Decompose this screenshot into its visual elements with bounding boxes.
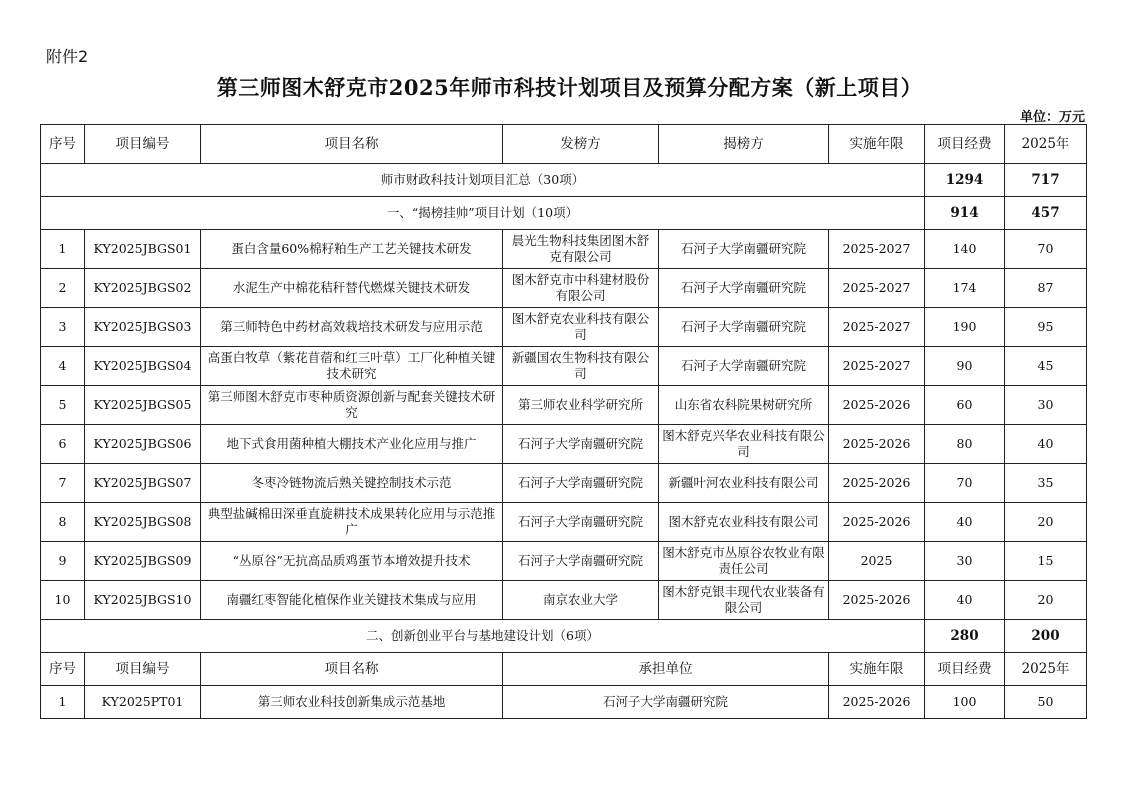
section2-row xyxy=(41,620,1087,653)
cell-funding: 40 xyxy=(925,581,1005,620)
cell-issuer: 石河子大学南疆研究院 xyxy=(503,464,659,503)
header-seq: 序号 xyxy=(41,125,85,164)
cell-solver: 图木舒克银丰现代农业装备有限公司 xyxy=(659,581,829,620)
cell-name: 冬枣冷链物流后熟关键控制技术示范 xyxy=(201,464,503,503)
cell-period: 2025-2026 xyxy=(829,425,925,464)
header-period: 实施年限 xyxy=(829,125,925,164)
cell-seq: 1 xyxy=(41,230,85,269)
header2-unit: 承担单位 xyxy=(503,653,829,686)
cell-period: 2025-2026 xyxy=(829,386,925,425)
cell-name: “丛原谷”无抗高品质鸡蛋节本增效提升技术 xyxy=(201,542,503,581)
cell-solver: 石河子大学南疆研究院 xyxy=(659,230,829,269)
cell-period: 2025-2027 xyxy=(829,308,925,347)
section1-funding: 914 xyxy=(925,197,1005,230)
header2-year: 2025年 xyxy=(1005,653,1087,686)
cell-code: KY2025JBGS03 xyxy=(85,308,201,347)
cell-year: 50 xyxy=(1005,686,1087,719)
total-row xyxy=(41,164,1087,197)
table-row xyxy=(41,425,1087,464)
header-year: 2025年 xyxy=(1005,125,1087,164)
cell-code: KY2025JBGS08 xyxy=(85,503,201,542)
cell-issuer: 晨光生物科技集团图木舒克有限公司 xyxy=(503,230,659,269)
cell-name: 第三师特色中药材高效栽培技术研发与应用示范 xyxy=(201,308,503,347)
cell-seq: 4 xyxy=(41,347,85,386)
cell-seq: 3 xyxy=(41,308,85,347)
table-row xyxy=(41,542,1087,581)
header-issuer: 发榜方 xyxy=(503,125,659,164)
table-row xyxy=(41,686,1087,719)
cell-funding: 60 xyxy=(925,386,1005,425)
document-title: 第三师图木舒克市2025年师市科技计划项目及预算分配方案（新上项目） xyxy=(216,75,923,100)
cell-year: 35 xyxy=(1005,464,1087,503)
cell-funding: 80 xyxy=(925,425,1005,464)
section2-funding: 280 xyxy=(925,620,1005,653)
cell-period: 2025-2026 xyxy=(829,581,925,620)
cell-year: 87 xyxy=(1005,269,1087,308)
header2-name: 项目名称 xyxy=(201,653,503,686)
cell-code: KY2025JBGS09 xyxy=(85,542,201,581)
cell-issuer: 第三师农业科学研究所 xyxy=(503,386,659,425)
cell-year: 40 xyxy=(1005,425,1087,464)
cell-funding: 100 xyxy=(925,686,1005,719)
header-solver: 揭榜方 xyxy=(659,125,829,164)
cell-name: 地下式食用菌种植大棚技术产业化应用与推广 xyxy=(201,425,503,464)
table-row xyxy=(41,503,1087,542)
cell-code: KY2025PT01 xyxy=(85,686,201,719)
cell-code: KY2025JBGS05 xyxy=(85,386,201,425)
table-row xyxy=(41,464,1087,503)
cell-funding: 70 xyxy=(925,464,1005,503)
section2-year: 200 xyxy=(1005,620,1087,653)
cell-seq: 8 xyxy=(41,503,85,542)
cell-solver: 石河子大学南疆研究院 xyxy=(659,308,829,347)
cell-name: 水泥生产中棉花秸秆替代燃煤关键技术研发 xyxy=(201,269,503,308)
project-rows xyxy=(41,230,1087,620)
table-header2-row xyxy=(41,653,1087,686)
cell-solver: 山东省农科院果树研究所 xyxy=(659,386,829,425)
section2-label: 二、创新创业平台与基地建设计划（6项） xyxy=(41,620,925,653)
table-row xyxy=(41,230,1087,269)
cell-issuer: 图木舒克市中科建材股份有限公司 xyxy=(503,269,659,308)
total-funding: 1294 xyxy=(925,164,1005,197)
cell-seq: 7 xyxy=(41,464,85,503)
table-row xyxy=(41,308,1087,347)
cell-period: 2025-2027 xyxy=(829,230,925,269)
cell-funding: 140 xyxy=(925,230,1005,269)
cell-issuer: 石河子大学南疆研究院 xyxy=(503,425,659,464)
cell-solver: 图木舒克农业科技有限公司 xyxy=(659,503,829,542)
cell-seq: 6 xyxy=(41,425,85,464)
cell-issuer: 南京农业大学 xyxy=(503,581,659,620)
total-year: 717 xyxy=(1005,164,1087,197)
cell-seq: 5 xyxy=(41,386,85,425)
cell-year: 20 xyxy=(1005,581,1087,620)
cell-year: 45 xyxy=(1005,347,1087,386)
cell-name: 高蛋白牧草（紫花苜蓿和红三叶草）工厂化种植关键技术研究 xyxy=(201,347,503,386)
cell-funding: 90 xyxy=(925,347,1005,386)
cell-solver: 图木舒克市丛原谷农牧业有限责任公司 xyxy=(659,542,829,581)
cell-code: KY2025JBGS07 xyxy=(85,464,201,503)
table-row xyxy=(41,581,1087,620)
section1-label: 一、“揭榜挂帅”项目计划（10项） xyxy=(41,197,925,230)
table-row xyxy=(41,269,1087,308)
cell-issuer: 石河子大学南疆研究院 xyxy=(503,503,659,542)
cell-issuer: 石河子大学南疆研究院 xyxy=(503,542,659,581)
cell-name: 典型盐碱棉田深垂直旋耕技术成果转化应用与示范推广 xyxy=(201,503,503,542)
cell-period: 2025-2027 xyxy=(829,269,925,308)
cell-solver: 新疆叶河农业科技有限公司 xyxy=(659,464,829,503)
cell-year: 20 xyxy=(1005,503,1087,542)
budget-table xyxy=(40,124,1087,719)
cell-solver: 石河子大学南疆研究院 xyxy=(659,269,829,308)
cell-code: KY2025JBGS10 xyxy=(85,581,201,620)
cell-solver: 石河子大学南疆研究院 xyxy=(659,347,829,386)
cell-name: 第三师农业科技创新集成示范基地 xyxy=(201,686,503,719)
header2-seq: 序号 xyxy=(41,653,85,686)
cell-code: KY2025JBGS02 xyxy=(85,269,201,308)
platform-rows xyxy=(41,686,1087,719)
table-header-row xyxy=(41,125,1087,164)
header-code: 项目编号 xyxy=(85,125,201,164)
header2-funding: 项目经费 xyxy=(925,653,1005,686)
cell-code: KY2025JBGS06 xyxy=(85,425,201,464)
cell-funding: 30 xyxy=(925,542,1005,581)
cell-funding: 190 xyxy=(925,308,1005,347)
cell-unit: 石河子大学南疆研究院 xyxy=(503,686,829,719)
header2-code: 项目编号 xyxy=(85,653,201,686)
cell-issuer: 新疆国农生物科技有限公司 xyxy=(503,347,659,386)
cell-name: 蛋白含量60%棉籽粕生产工艺关键技术研发 xyxy=(201,230,503,269)
cell-name: 第三师图木舒克市枣种质资源创新与配套关键技术研究 xyxy=(201,386,503,425)
cell-seq: 10 xyxy=(41,581,85,620)
cell-solver: 图木舒克兴华农业科技有限公司 xyxy=(659,425,829,464)
header-funding: 项目经费 xyxy=(925,125,1005,164)
cell-name: 南疆红枣智能化植保作业关键技术集成与应用 xyxy=(201,581,503,620)
cell-period: 2025 xyxy=(829,542,925,581)
section1-year: 457 xyxy=(1005,197,1087,230)
cell-code: KY2025JBGS04 xyxy=(85,347,201,386)
cell-year: 95 xyxy=(1005,308,1087,347)
cell-seq: 2 xyxy=(41,269,85,308)
cell-code: KY2025JBGS01 xyxy=(85,230,201,269)
header2-period: 实施年限 xyxy=(829,653,925,686)
cell-seq: 1 xyxy=(41,686,85,719)
total-label: 师市财政科技计划项目汇总（30项） xyxy=(41,164,925,197)
unit-label: 单位：万元 xyxy=(1019,110,1085,125)
cell-funding: 40 xyxy=(925,503,1005,542)
cell-period: 2025-2027 xyxy=(829,347,925,386)
header-name: 项目名称 xyxy=(201,125,503,164)
cell-period: 2025-2026 xyxy=(829,464,925,503)
cell-issuer: 图木舒克农业科技有限公司 xyxy=(503,308,659,347)
table-row xyxy=(41,347,1087,386)
table-row xyxy=(41,386,1087,425)
cell-year: 70 xyxy=(1005,230,1087,269)
cell-seq: 9 xyxy=(41,542,85,581)
cell-funding: 174 xyxy=(925,269,1005,308)
cell-year: 15 xyxy=(1005,542,1087,581)
cell-period: 2025-2026 xyxy=(829,686,925,719)
section1-row xyxy=(41,197,1087,230)
cell-year: 30 xyxy=(1005,386,1087,425)
cell-period: 2025-2026 xyxy=(829,503,925,542)
attachment-label: 附件2 xyxy=(46,47,89,66)
